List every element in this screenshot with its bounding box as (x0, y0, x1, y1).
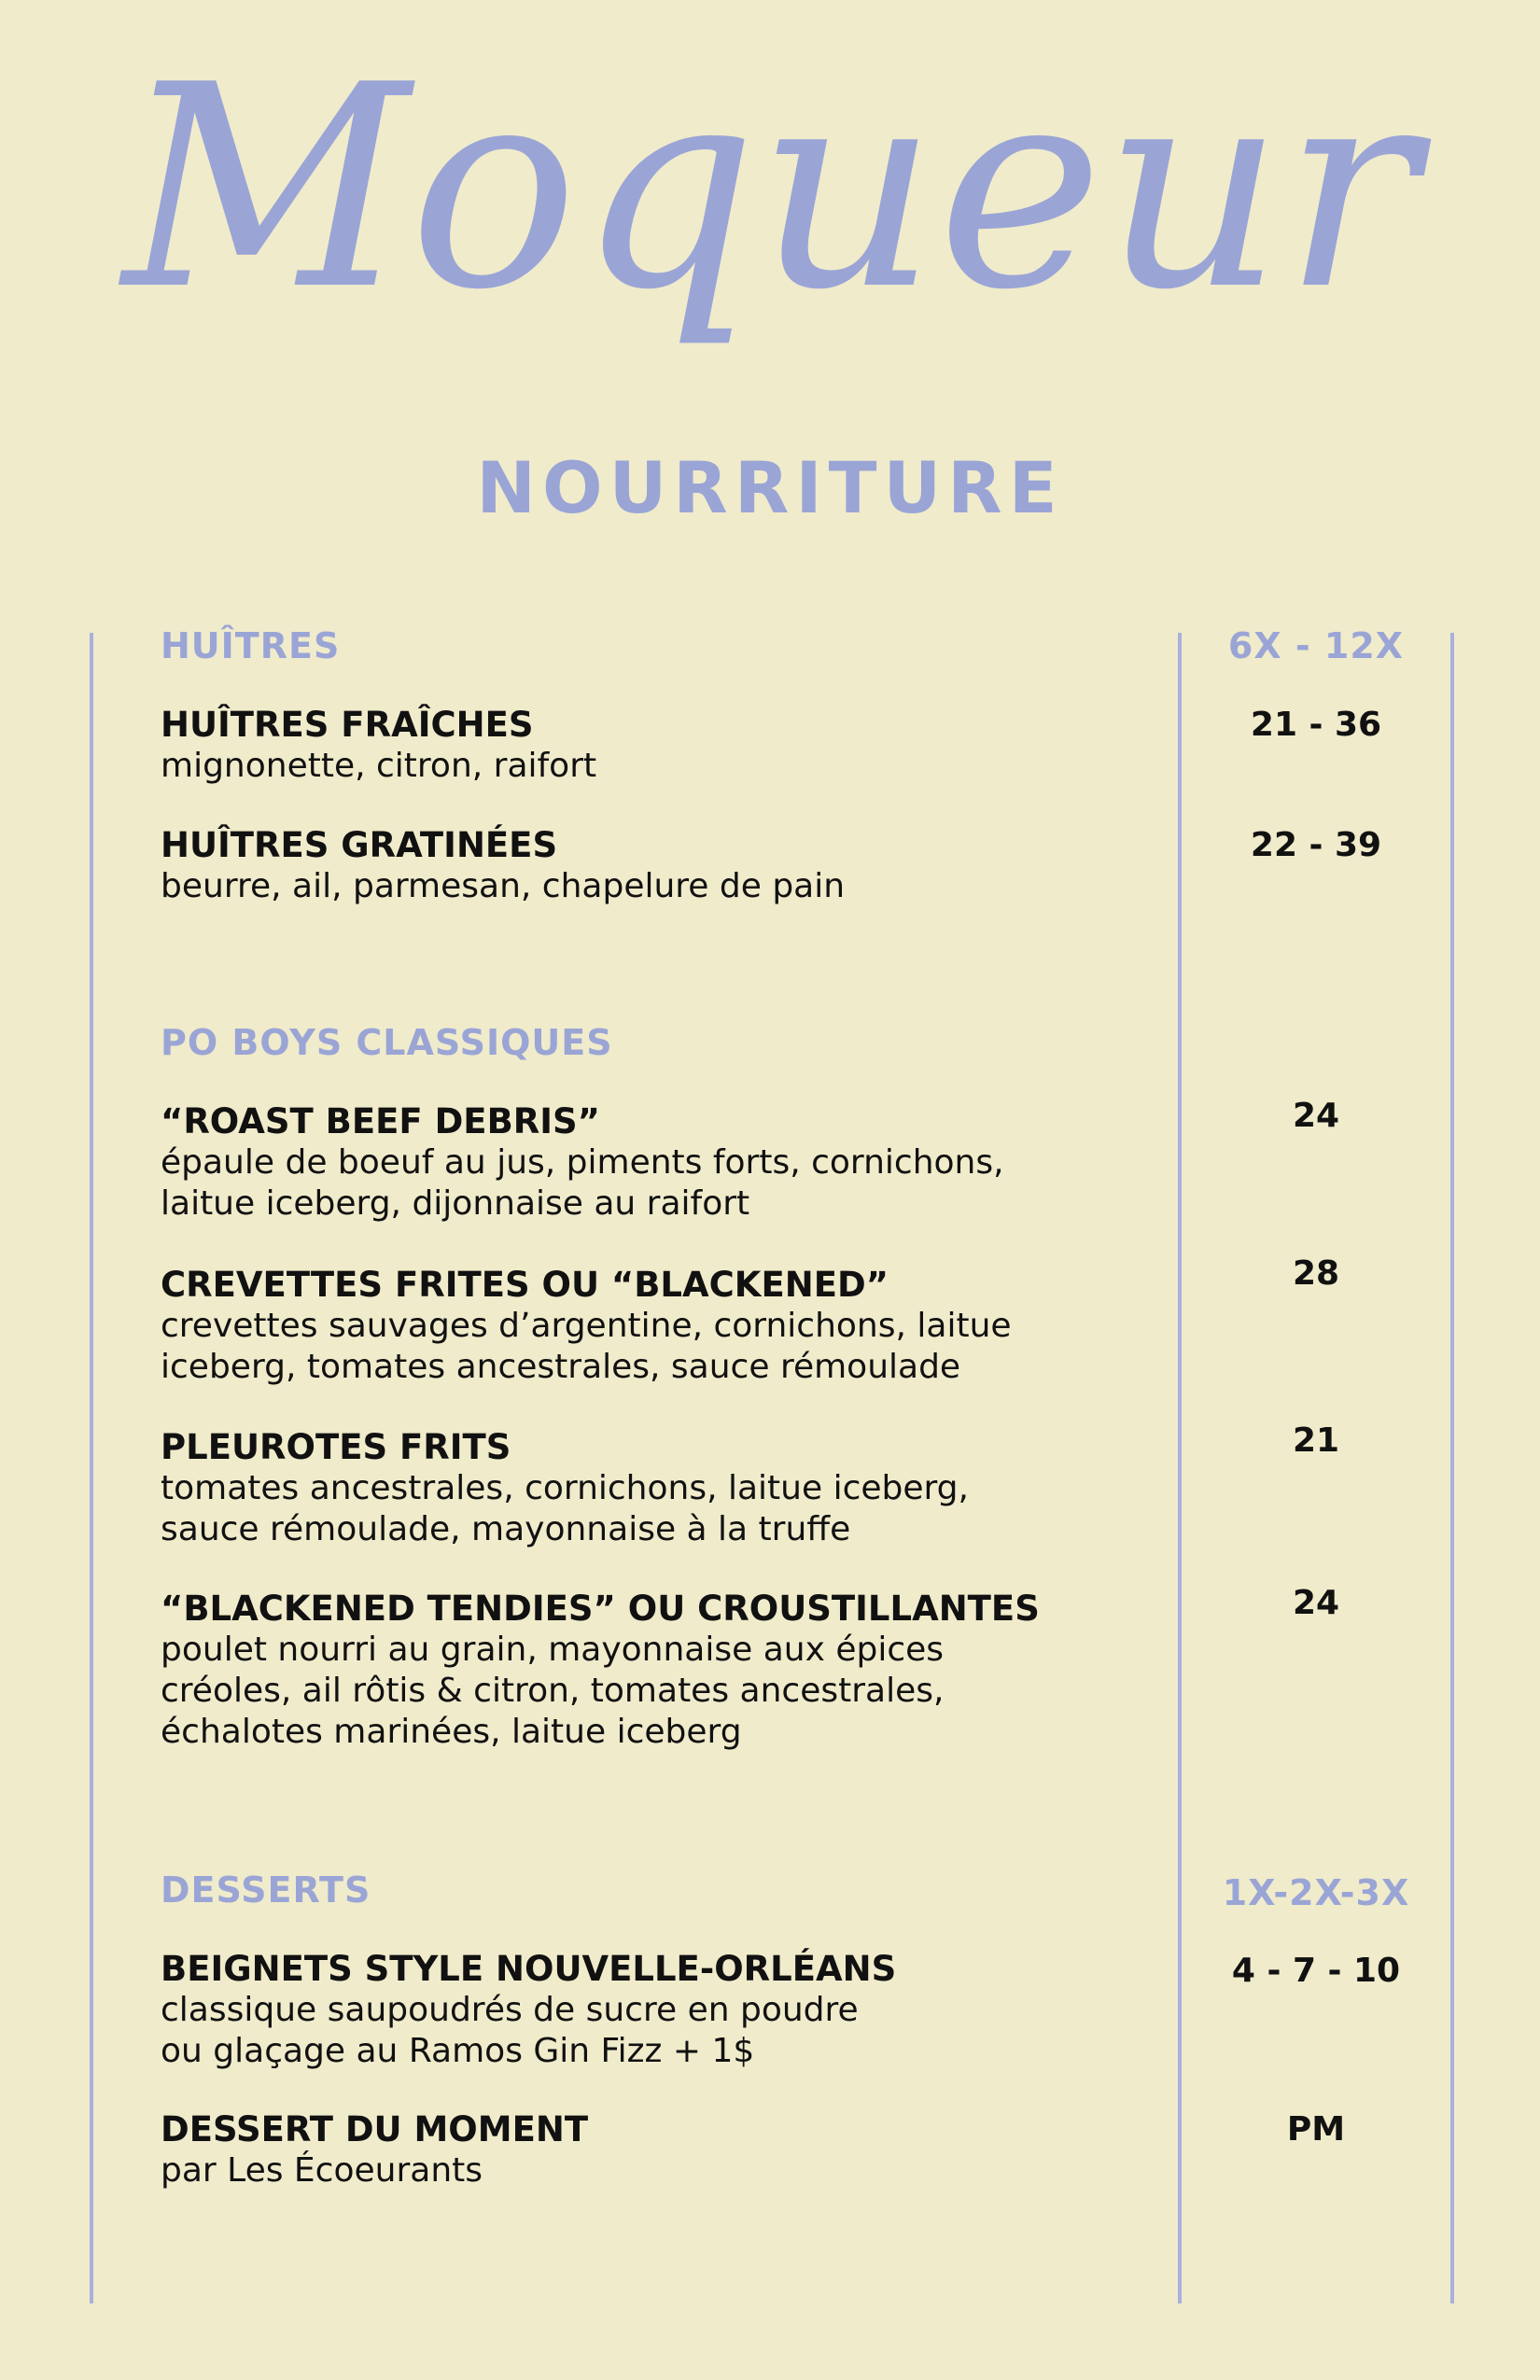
section-heading-huitres: HUÎTRES (161, 625, 341, 666)
item-description: par Les Écoeurants (161, 2151, 483, 2190)
section-heading-po-boys: PO BOYS CLASSIQUES (161, 1022, 613, 1063)
item-description: crevettes sauvages d’argentine, cornichons, laitue (161, 1307, 1012, 1345)
right-rule (1450, 633, 1454, 2303)
item-description: iceberg, tomates ancestrales, sauce rémoulade (161, 1348, 961, 1386)
logo-text: Moqueur (122, 56, 1418, 351)
item-name: HUÎTRES GRATINÉES (161, 825, 558, 865)
item-description: mignonette, citron, raifort (161, 747, 597, 785)
item-price: 28 (1292, 1254, 1340, 1293)
section-heading-desserts: DESSERTS (161, 1869, 371, 1911)
middle-rule (1178, 633, 1182, 2303)
item-price: 21 - 36 (1250, 706, 1382, 744)
item-name: HUÎTRES FRAÎCHES (161, 705, 534, 745)
item-description: laitue iceberg, dijonnaise au raifort (161, 1184, 750, 1223)
item-name: “BLACKENED TENDIES” OU CROUSTILLANTES (161, 1589, 1040, 1629)
page-title: NOURRITURE (476, 446, 1064, 529)
item-description: échalotes marinées, laitue iceberg (161, 1713, 742, 1751)
item-price: 4 - 7 - 10 (1231, 1952, 1401, 1990)
left-rule (90, 633, 93, 2303)
price-heading-huitres: 6X - 12X (1227, 625, 1405, 666)
item-name: BEIGNETS STYLE NOUVELLE-ORLÉANS (161, 1949, 897, 1989)
item-description: créoles, ail rôtis & citron, tomates ancestrales, (161, 1672, 945, 1710)
item-price: 24 (1292, 1097, 1340, 1135)
item-price: 21 (1292, 1421, 1340, 1460)
item-price: PM (1286, 2110, 1346, 2149)
item-description: poulet nourri au grain, mayonnaise aux épices (161, 1631, 945, 1669)
item-name: PLEUROTES FRITS (161, 1427, 511, 1467)
moqueur-logo (0, 56, 1540, 392)
item-description: tomates ancestrales, cornichons, laitue iceberg, (161, 1469, 969, 1507)
item-description: sauce rémoulade, mayonnaise à la truffe (161, 1510, 851, 1548)
item-name: DESSERT DU MOMENT (161, 2109, 589, 2149)
item-description: beurre, ail, parmesan, chapelure de pain (161, 867, 846, 905)
price-heading-desserts: 1X-2X-3X (1222, 1872, 1410, 1913)
item-description: ou glaçage au Ramos Gin Fizz + 1$ (161, 2032, 755, 2070)
item-description: classique saupoudrés de sucre en poudre (161, 1991, 859, 2029)
item-price: 22 - 39 (1250, 826, 1382, 864)
item-name: CREVETTES FRITES OU “BLACKENED” (161, 1265, 889, 1305)
item-description: épaule de boeuf au jus, piments forts, cornichons, (161, 1143, 1004, 1182)
item-name: “ROAST BEEF DEBRIS” (161, 1101, 600, 1141)
item-price: 24 (1292, 1584, 1340, 1622)
